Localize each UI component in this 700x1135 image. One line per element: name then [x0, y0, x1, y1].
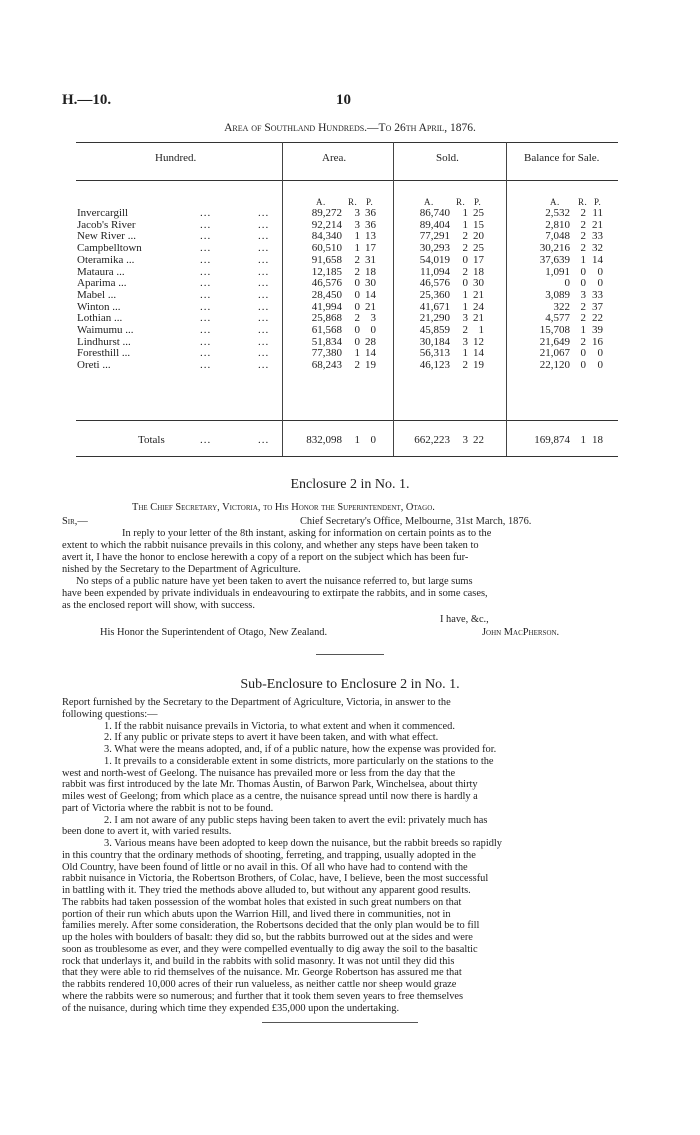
- page-number: 10: [336, 92, 351, 108]
- leader-dots: ...: [200, 300, 212, 313]
- unit-sold-a: A.: [424, 197, 434, 207]
- sub-enclosure-body-line: in this country that the ordinary methods of shooting, ferreting, and trapping, usually adopted in the: [62, 849, 476, 861]
- balance-acres: 4,577: [545, 312, 570, 325]
- area-perches: 18: [365, 265, 376, 278]
- area-perches: 36: [365, 207, 376, 219]
- unit-sold-r: R.: [456, 197, 466, 207]
- leader-dots: ...: [258, 265, 270, 278]
- table-top-rule: [76, 142, 618, 143]
- area-acres: 12,185: [311, 265, 342, 278]
- sold-acres: 89,404: [419, 218, 450, 231]
- balance-roods: 0: [580, 277, 586, 290]
- totals-area-perches: 0: [370, 434, 376, 446]
- sold-acres: 77,291: [419, 230, 450, 243]
- section-divider: [316, 654, 384, 655]
- leader-dots: ...: [200, 359, 212, 372]
- area-roods: 3: [354, 207, 360, 219]
- leader-dots: ...: [200, 288, 212, 301]
- balance-roods: 2: [580, 218, 586, 231]
- totals-sold-perches: 22: [473, 434, 484, 446]
- balance-perches: 39: [592, 324, 603, 336]
- sold-perches: 24: [473, 300, 484, 313]
- enclosure-from-line: The Chief Secretary, Victoria, to His Honor the Superintendent, Otago.: [132, 502, 435, 513]
- hundred-name: Lindhurst ...: [77, 335, 131, 348]
- enclosure-body-line: avert it, I have the honor to enclose herewith a copy of a report on the subject which has been fur-: [62, 552, 469, 563]
- hundred-name: Oreti ...: [77, 359, 111, 372]
- sub-enclosure-body-line: the rabbits rendered 10,000 acres of their run valueless, as neither cattle nor sheep would graze: [62, 979, 457, 990]
- table-title: Area of Southland Hundreds.—To 26th April, 1876.: [224, 122, 476, 134]
- sold-perches: 30: [473, 277, 484, 290]
- leader-dots: ...: [258, 359, 270, 372]
- unit-bal-a: A.: [550, 197, 560, 207]
- col-header-hundred: Hundred.: [155, 152, 197, 164]
- table-row: [0, 243, 700, 255]
- sub-enclosure-title: Sub-Enclosure to Enclosure 2 in No. 1.: [240, 677, 460, 692]
- end-rule: [262, 1022, 418, 1023]
- unit-area-r: R.: [348, 197, 358, 207]
- table-row: [0, 360, 700, 372]
- sold-acres: 56,313: [419, 347, 450, 360]
- totals-area-acres: 832,098: [306, 434, 342, 446]
- area-roods: 3: [354, 218, 360, 231]
- balance-roods: 3: [580, 288, 586, 301]
- balance-acres: 30,216: [539, 242, 570, 255]
- enclosure-signature: John MacPherson.: [482, 627, 560, 638]
- hundred-name: Jacob's River: [77, 218, 136, 231]
- sub-enclosure-body-line: been done to avert it, with varied results.: [62, 826, 232, 838]
- sold-perches: 20: [473, 230, 484, 243]
- balance-acres: 22,120: [539, 359, 570, 372]
- col-header-sold: Sold.: [436, 152, 459, 164]
- balance-acres: 3,089: [545, 288, 570, 301]
- area-perches: 13: [365, 230, 376, 243]
- col-header-balance: Balance for Sale.: [524, 152, 600, 164]
- col-header-area: Area.: [322, 152, 347, 164]
- sold-acres: 21,290: [419, 312, 450, 325]
- totals-leader-1: ...: [200, 434, 212, 446]
- balance-perches: 33: [592, 230, 603, 243]
- area-perches: 31: [365, 253, 376, 266]
- enclosure-body-line: as the enclosed report will show, with success.: [62, 600, 255, 611]
- balance-roods: 0: [580, 265, 586, 278]
- balance-roods: 1: [580, 253, 586, 266]
- area-roods: 1: [354, 242, 360, 255]
- sold-roods: 3: [462, 312, 468, 325]
- leader-dots: ...: [258, 277, 270, 290]
- balance-acres: 21,067: [539, 347, 570, 360]
- sold-acres: 11,094: [420, 265, 450, 278]
- area-roods: 0: [354, 288, 360, 301]
- sub-enclosure-body-line: The rabbits had taken possession of the wombat holes that existed in such great numbers on that: [62, 896, 462, 908]
- sold-perches: 25: [473, 242, 484, 255]
- area-acres: 51,834: [311, 335, 342, 348]
- sub-enclosure-body-line: 2. I am not aware of any public steps having been taken to avert the evil: privately much has: [104, 814, 488, 826]
- area-perches: 14: [365, 288, 376, 301]
- balance-perches: 22: [592, 312, 603, 325]
- area-acres: 61,568: [311, 324, 342, 336]
- balance-acres: 37,639: [539, 253, 570, 266]
- sold-roods: 2: [462, 265, 468, 278]
- hundred-name: Invercargill: [77, 207, 129, 219]
- area-perches: 21: [365, 300, 376, 313]
- enclosure-body-line: nished by the Secretary to the Department of Agriculture.: [62, 564, 301, 575]
- leader-dots: ...: [258, 230, 270, 243]
- leader-dots: ...: [258, 218, 270, 231]
- sub-enclosure-body-line: part of Victoria where the rabbit is not to be found.: [62, 802, 274, 814]
- leader-dots: ...: [258, 347, 270, 360]
- sub-enclosure-body-line: that they were able to rid themselves of the nuisance. Mr. George Robertson has assured me that: [62, 967, 462, 979]
- sold-acres: 86,740: [419, 207, 450, 219]
- sub-enclosure-body-line: up the holes with boulders of basalt: they did so, but the rabbits burrowed out at the sides and were: [62, 932, 473, 943]
- totals-sold-roods: 3: [462, 434, 468, 446]
- enclosure-office-line: Chief Secretary's Office, Melbourne, 31st March, 1876.: [300, 516, 532, 527]
- enclosure-body-line: In reply to your letter of the 8th instant, asking for information on certain points as to the: [122, 528, 492, 539]
- sub-enclosure-body-line: 1. It prevails to a considerable extent in some districts, more particularly on the stations to the: [104, 755, 494, 767]
- sub-enclosure-body-line: 1. If the rabbit nuisance prevails in Victoria, to what extent and when it commenced.: [104, 720, 455, 732]
- paper-reference: H.—10.: [62, 92, 112, 108]
- enclosure-salutation: Sir,—: [62, 516, 88, 527]
- area-acres: 41,994: [311, 300, 342, 313]
- area-perches: 36: [365, 218, 376, 231]
- area-roods: 0: [354, 300, 360, 313]
- balance-acres: 2,810: [545, 218, 570, 231]
- sub-enclosure-body-line: Old Country, have been found of little or no avail in this. Of all who have had to contend with the: [62, 861, 468, 873]
- sold-roods: 1: [462, 300, 468, 313]
- sub-enclosure-body-line: rabbit nuisance in Victoria, the Robertson Brothers, of Colac, have, I believe, been the most successful: [62, 873, 489, 885]
- sold-roods: 1: [462, 207, 468, 219]
- totals-balance-acres: 169,874: [534, 434, 570, 446]
- leader-dots: ...: [200, 335, 212, 348]
- area-roods: 2: [354, 312, 360, 325]
- hundred-name: Foresthill ...: [77, 347, 131, 360]
- leader-dots: ...: [200, 253, 212, 266]
- balance-perches: 0: [597, 277, 603, 290]
- sub-enclosure-body-line: in battling with it. They tried the methods above alluded to, but without any apparent good results.: [62, 885, 471, 896]
- balance-acres: 21,649: [539, 335, 570, 348]
- balance-acres: 2,532: [545, 207, 570, 219]
- area-perches: 0: [370, 324, 376, 336]
- sold-perches: 19: [473, 359, 484, 372]
- enclosure-title: Enclosure 2 in No. 1.: [290, 477, 410, 492]
- balance-roods: 2: [580, 335, 586, 348]
- unit-sold-p: P.: [474, 197, 482, 207]
- area-roods: 2: [354, 253, 360, 266]
- sold-roods: 0: [462, 277, 468, 290]
- table-row: [0, 290, 700, 302]
- balance-roods: 2: [580, 312, 586, 325]
- table-totals-rule: [76, 420, 618, 421]
- balance-perches: 33: [592, 288, 603, 301]
- balance-perches: 0: [597, 265, 603, 278]
- balance-roods: 2: [580, 207, 586, 219]
- balance-perches: 16: [592, 335, 603, 348]
- unit-area-a: A.: [316, 197, 326, 207]
- totals-area-roods: 1: [354, 434, 360, 446]
- area-perches: 3: [370, 312, 376, 325]
- area-roods: 0: [354, 277, 360, 290]
- area-acres: 77,380: [311, 347, 342, 360]
- sold-acres: 54,019: [419, 253, 450, 266]
- balance-roods: 0: [580, 359, 586, 372]
- sub-enclosure-body-line: rabbit was first introduced by the late Mr. Thomas Austin, of Barwon Park, Winchelsea, about thirty: [62, 779, 478, 791]
- sub-enclosure-body-line: rock that underlays it, and build in the rabbits with solid masonry. It was not until they did this: [62, 955, 455, 967]
- table-header-rule: [76, 180, 618, 181]
- leader-dots: ...: [200, 277, 212, 290]
- sold-acres: 30,293: [419, 242, 450, 255]
- sold-perches: 15: [473, 218, 484, 231]
- totals-sold-acres: 662,223: [414, 434, 450, 446]
- table-row: [0, 208, 700, 220]
- leader-dots: ...: [258, 253, 270, 266]
- totals-row: [0, 434, 700, 448]
- totals-leader-2: ...: [258, 434, 270, 446]
- leader-dots: ...: [258, 335, 270, 348]
- sold-acres: 46,576: [419, 277, 450, 290]
- leader-dots: ...: [258, 288, 270, 301]
- balance-acres: 1,091: [545, 265, 570, 278]
- area-perches: 14: [365, 347, 376, 360]
- sold-roods: 1: [462, 218, 468, 231]
- area-acres: 92,214: [311, 218, 342, 231]
- sold-acres: 30,184: [419, 335, 450, 348]
- sold-acres: 46,123: [419, 359, 450, 372]
- sold-acres: 25,360: [419, 288, 450, 301]
- sold-acres: 41,671: [419, 300, 450, 313]
- sold-perches: 21: [473, 288, 484, 301]
- sub-enclosure-body-line: portion of their run which abuts upon the Warrion Hill, and lived there in communities, not in: [62, 908, 451, 920]
- hundred-name: Aparima ...: [77, 277, 127, 290]
- area-acres: 60,510: [311, 242, 342, 255]
- leader-dots: ...: [200, 347, 212, 360]
- sub-enclosure-body-line: where the rabbits were so numerous; and further that it took them seven years to free themselves: [62, 990, 464, 1002]
- leader-dots: ...: [258, 207, 270, 219]
- balance-perches: 32: [592, 242, 603, 255]
- sub-enclosure-body-line: of the nuisance, during which time they expended £35,000 upon the undertaking.: [62, 1002, 400, 1014]
- sub-enclosure-body-line: 2. If any public or private steps to avert it have been taken, and with what effect.: [104, 732, 439, 744]
- leader-dots: ...: [200, 218, 212, 231]
- hundred-name: Oteramika ...: [77, 253, 135, 266]
- table-row: [0, 325, 700, 337]
- sub-enclosure-body-line: 3. Various means have been adopted to keep down the nuisance, but the rabbit breeds so rapidly: [104, 838, 503, 849]
- leader-dots: ...: [200, 324, 212, 336]
- hundred-name: Campbelltown: [77, 242, 142, 255]
- area-perches: 28: [365, 335, 376, 348]
- area-acres: 25,868: [311, 312, 342, 325]
- area-roods: 2: [354, 359, 360, 372]
- enclosure-body-line: have been expended by private individuals in endeavouring to extirpate the rabbits, and in some cases,: [62, 588, 488, 599]
- sold-perches: 21: [473, 312, 484, 325]
- sub-enclosure-body-line: following questions:—: [62, 708, 158, 720]
- hundred-name: Mataura ...: [77, 265, 125, 278]
- sold-roods: 2: [462, 242, 468, 255]
- area-acres: 68,243: [311, 359, 342, 372]
- enclosure-addressee: His Honor the Superintendent of Otago, New Zealand.: [100, 627, 328, 638]
- balance-acres: 7,048: [545, 230, 570, 243]
- leader-dots: ...: [258, 300, 270, 313]
- sold-roods: 2: [462, 230, 468, 243]
- leader-dots: ...: [200, 265, 212, 278]
- enclosure-body-line: extent to which the rabbit nuisance prevails in this colony, and whether any steps have been taken to: [62, 540, 479, 551]
- balance-acres: 15,708: [539, 324, 570, 336]
- hundred-name: New River ...: [77, 230, 136, 243]
- area-roods: 0: [354, 335, 360, 348]
- sub-enclosure-body-line: west and north-west of Geelong. The nuisance has prevailed more or less from the day that the: [62, 767, 456, 779]
- sold-acres: 45,859: [419, 324, 450, 336]
- sold-perches: 18: [473, 265, 484, 278]
- sold-perches: 17: [473, 253, 484, 266]
- sold-perches: 25: [473, 207, 484, 219]
- leader-dots: ...: [200, 312, 212, 325]
- leader-dots: ...: [258, 324, 270, 336]
- sold-roods: 2: [462, 324, 468, 336]
- leader-dots: ...: [258, 242, 270, 255]
- balance-acres: 0: [564, 277, 570, 290]
- sold-roods: 1: [462, 347, 468, 360]
- balance-perches: 0: [597, 359, 603, 372]
- hundred-name: Mabel ...: [77, 288, 117, 301]
- balance-roods: 0: [580, 347, 586, 360]
- area-acres: 46,576: [311, 277, 342, 290]
- leader-dots: ...: [200, 207, 212, 219]
- unit-area-p: P.: [366, 197, 374, 207]
- hundred-name: Waimumu ...: [77, 324, 134, 336]
- leader-dots: ...: [200, 230, 212, 243]
- balance-roods: 2: [580, 300, 586, 313]
- balance-perches: 37: [592, 300, 603, 313]
- unit-bal-p: P.: [594, 197, 602, 207]
- balance-perches: 14: [592, 253, 603, 266]
- balance-perches: 21: [592, 218, 603, 231]
- sub-enclosure-body-line: Report furnished by the Secretary to the Department of Agriculture, Victoria, in answer to the: [62, 697, 451, 708]
- totals-balance-perches: 18: [592, 434, 603, 446]
- sub-enclosure-body-line: families merely. After some consideration, the Robertsons decided that the only plan would be to fill: [62, 920, 480, 932]
- totals-balance-roods: 1: [580, 434, 586, 446]
- area-acres: 89,272: [311, 207, 342, 219]
- sub-enclosure-body-line: soon as troublesome as ever, and they were compelled eventually to dig away the soil to the basaltic: [62, 943, 478, 955]
- hundred-name: Lothian ...: [77, 312, 123, 325]
- table-row: [0, 255, 700, 267]
- balance-perches: 11: [592, 207, 603, 219]
- balance-acres: 322: [553, 300, 570, 313]
- table-bottom-rule: [76, 456, 618, 457]
- sub-enclosure-body-line: 3. What were the means adopted, and, if of a public nature, how the expense was provided for.: [104, 744, 497, 755]
- sub-enclosure-body-line: miles west of Geelong; from which place as a centre, the nuisance spread until now there is hardly a: [62, 791, 478, 802]
- area-roods: 2: [354, 265, 360, 278]
- area-roods: 1: [354, 347, 360, 360]
- sold-perches: 12: [473, 335, 484, 348]
- area-acres: 84,340: [311, 230, 342, 243]
- sold-roods: 0: [462, 253, 468, 266]
- sold-perches: 14: [473, 347, 484, 360]
- sold-roods: 1: [462, 288, 468, 301]
- unit-bal-r: R.: [578, 197, 588, 207]
- balance-roods: 2: [580, 230, 586, 243]
- sold-perches: 1: [478, 324, 484, 336]
- area-perches: 19: [365, 359, 376, 372]
- area-acres: 91,658: [311, 253, 342, 266]
- area-perches: 30: [365, 277, 376, 290]
- sold-roods: 3: [462, 335, 468, 348]
- area-roods: 1: [354, 230, 360, 243]
- area-perches: 17: [365, 242, 376, 255]
- sold-roods: 2: [462, 359, 468, 372]
- hundred-name: Winton ...: [77, 300, 121, 313]
- leader-dots: ...: [258, 312, 270, 325]
- enclosure-closing: I have, &c.,: [440, 614, 489, 625]
- totals-label: Totals: [138, 434, 165, 446]
- leader-dots: ...: [200, 242, 212, 255]
- balance-roods: 1: [580, 324, 586, 336]
- area-roods: 0: [354, 324, 360, 336]
- balance-perches: 0: [597, 347, 603, 360]
- balance-roods: 2: [580, 242, 586, 255]
- enclosure-body-line: No steps of a public nature have yet been taken to avert the nuisance referred to, but large sums: [76, 576, 473, 587]
- area-acres: 28,450: [311, 288, 342, 301]
